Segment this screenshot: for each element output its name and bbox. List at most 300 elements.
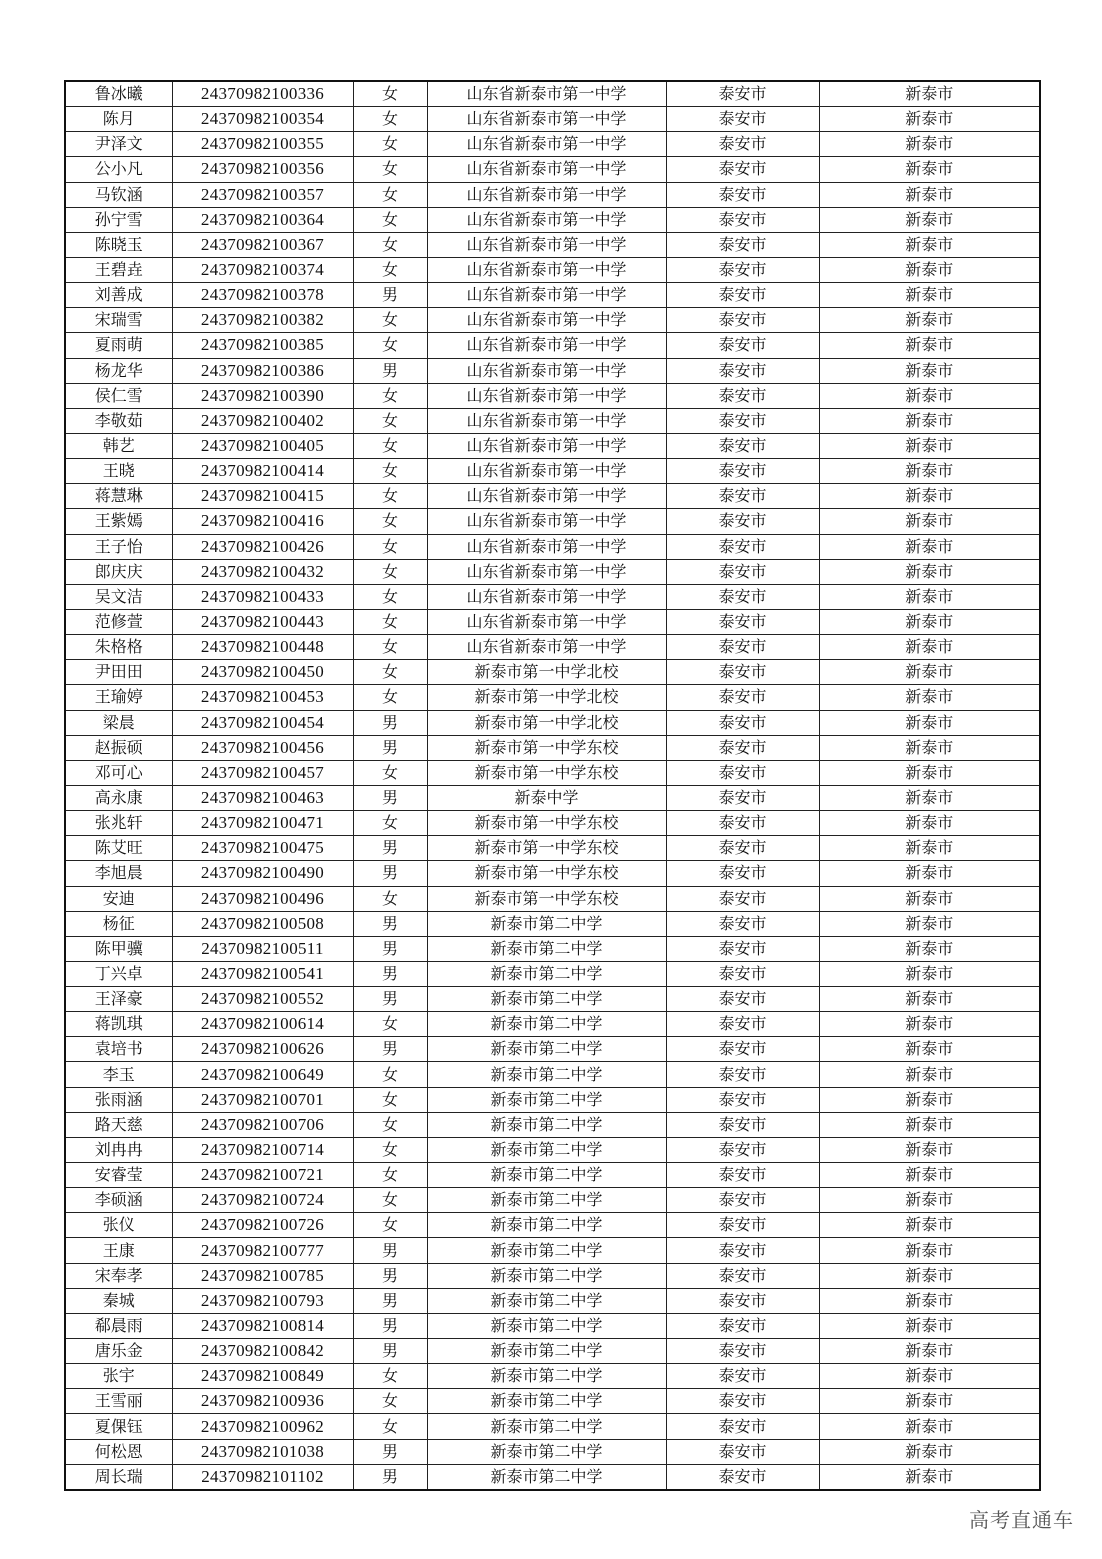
table-row (65, 232, 1040, 257)
student-name-cell: 郎庆庆 (65, 559, 172, 584)
table-row (65, 1213, 1040, 1238)
table-row (65, 559, 1040, 584)
table-row (65, 257, 1040, 282)
exam-id-cell: 24370982100508 (172, 911, 353, 936)
gender-cell: 女 (353, 81, 427, 107)
district-cell: 新泰市 (819, 961, 1040, 986)
exam-id-cell: 24370982100450 (172, 660, 353, 685)
exam-id-cell: 24370982100454 (172, 710, 353, 735)
exam-id-cell: 24370982100386 (172, 358, 353, 383)
exam-id-cell: 24370982101102 (172, 1464, 353, 1490)
school-cell: 新泰市第二中学 (427, 1163, 666, 1188)
school-cell: 新泰中学 (427, 785, 666, 810)
school-cell: 新泰市第一中学东校 (427, 760, 666, 785)
gender-cell: 女 (353, 509, 427, 534)
school-cell: 新泰市第一中学北校 (427, 710, 666, 735)
gender-cell: 女 (353, 257, 427, 282)
district-cell: 新泰市 (819, 107, 1040, 132)
school-cell: 山东省新泰市第一中学 (427, 207, 666, 232)
district-cell: 新泰市 (819, 157, 1040, 182)
gender-cell: 女 (353, 1389, 427, 1414)
table-row (65, 1364, 1040, 1389)
district-cell: 新泰市 (819, 1087, 1040, 1112)
gender-cell: 女 (353, 1414, 427, 1439)
city-cell: 泰安市 (666, 257, 819, 282)
table-row (65, 308, 1040, 333)
exam-id-cell: 24370982100414 (172, 459, 353, 484)
table-row (65, 157, 1040, 182)
table-row (65, 1313, 1040, 1338)
district-cell: 新泰市 (819, 182, 1040, 207)
table-row (65, 283, 1040, 308)
exam-id-cell: 24370982101038 (172, 1439, 353, 1464)
city-cell: 泰安市 (666, 811, 819, 836)
gender-cell: 女 (353, 232, 427, 257)
table-row (65, 785, 1040, 810)
student-name-cell: 吴文洁 (65, 584, 172, 609)
exam-id-cell: 24370982100552 (172, 987, 353, 1012)
district-cell: 新泰市 (819, 1238, 1040, 1263)
table-row (65, 1288, 1040, 1313)
student-name-cell: 高永康 (65, 785, 172, 810)
school-cell: 山东省新泰市第一中学 (427, 509, 666, 534)
exam-id-cell: 24370982100374 (172, 257, 353, 282)
school-cell: 山东省新泰市第一中学 (427, 383, 666, 408)
student-name-cell: 侯仁雪 (65, 383, 172, 408)
gender-cell: 男 (353, 710, 427, 735)
exam-id-cell: 24370982100382 (172, 308, 353, 333)
district-cell: 新泰市 (819, 1188, 1040, 1213)
gender-cell: 女 (353, 383, 427, 408)
school-cell: 新泰市第二中学 (427, 1414, 666, 1439)
table-row (65, 509, 1040, 534)
city-cell: 泰安市 (666, 358, 819, 383)
table-row (65, 1012, 1040, 1037)
student-name-cell: 王雪丽 (65, 1389, 172, 1414)
gender-cell: 男 (353, 785, 427, 810)
district-cell: 新泰市 (819, 861, 1040, 886)
exam-id-cell: 24370982100432 (172, 559, 353, 584)
table-row (65, 1464, 1040, 1490)
student-name-cell: 宋奉孝 (65, 1263, 172, 1288)
gender-cell: 女 (353, 1112, 427, 1137)
school-cell: 新泰市第二中学 (427, 1137, 666, 1162)
table-row (65, 760, 1040, 785)
city-cell: 泰安市 (666, 685, 819, 710)
district-cell: 新泰市 (819, 308, 1040, 333)
district-cell: 新泰市 (819, 936, 1040, 961)
student-name-cell: 邓可心 (65, 760, 172, 785)
school-cell: 山东省新泰市第一中学 (427, 107, 666, 132)
school-cell: 山东省新泰市第一中学 (427, 408, 666, 433)
exam-id-cell: 24370982100336 (172, 81, 353, 107)
district-cell: 新泰市 (819, 232, 1040, 257)
gender-cell: 女 (353, 433, 427, 458)
city-cell: 泰安市 (666, 1213, 819, 1238)
roster-table (64, 80, 1041, 1491)
table-row (65, 1062, 1040, 1087)
exam-id-cell: 24370982100706 (172, 1112, 353, 1137)
city-cell: 泰安市 (666, 1464, 819, 1490)
exam-id-cell: 24370982100364 (172, 207, 353, 232)
exam-id-cell: 24370982100378 (172, 283, 353, 308)
city-cell: 泰安市 (666, 232, 819, 257)
table-row (65, 861, 1040, 886)
table-row (65, 1163, 1040, 1188)
student-name-cell: 丁兴卓 (65, 961, 172, 986)
district-cell: 新泰市 (819, 1439, 1040, 1464)
district-cell: 新泰市 (819, 660, 1040, 685)
table-row (65, 735, 1040, 760)
table-row (65, 1087, 1040, 1112)
student-name-cell: 秦城 (65, 1288, 172, 1313)
exam-id-cell: 24370982100842 (172, 1339, 353, 1364)
table-row (65, 710, 1040, 735)
district-cell: 新泰市 (819, 358, 1040, 383)
table-row (65, 936, 1040, 961)
gender-cell: 女 (353, 484, 427, 509)
city-cell: 泰安市 (666, 283, 819, 308)
table-row (65, 333, 1040, 358)
district-cell: 新泰市 (819, 635, 1040, 660)
school-cell: 山东省新泰市第一中学 (427, 459, 666, 484)
table-row (65, 1439, 1040, 1464)
gender-cell: 女 (353, 107, 427, 132)
student-name-cell: 安睿莹 (65, 1163, 172, 1188)
district-cell: 新泰市 (819, 81, 1040, 107)
table-row (65, 811, 1040, 836)
gender-cell: 男 (353, 961, 427, 986)
exam-id-cell: 24370982100936 (172, 1389, 353, 1414)
school-cell: 山东省新泰市第一中学 (427, 182, 666, 207)
exam-id-cell: 24370982100626 (172, 1037, 353, 1062)
city-cell: 泰安市 (666, 1263, 819, 1288)
gender-cell: 女 (353, 559, 427, 584)
gender-cell: 女 (353, 333, 427, 358)
city-cell: 泰安市 (666, 333, 819, 358)
school-cell: 山东省新泰市第一中学 (427, 609, 666, 634)
gender-cell: 男 (353, 861, 427, 886)
school-cell: 新泰市第二中学 (427, 1062, 666, 1087)
school-cell: 新泰市第二中学 (427, 1288, 666, 1313)
table-row (65, 81, 1040, 107)
city-cell: 泰安市 (666, 609, 819, 634)
student-name-cell: 刘冉冉 (65, 1137, 172, 1162)
district-cell: 新泰市 (819, 811, 1040, 836)
exam-id-cell: 24370982100714 (172, 1137, 353, 1162)
district-cell: 新泰市 (819, 1012, 1040, 1037)
gender-cell: 女 (353, 1087, 427, 1112)
gender-cell: 男 (353, 936, 427, 961)
exam-id-cell: 24370982100541 (172, 961, 353, 986)
exam-id-cell: 24370982100402 (172, 408, 353, 433)
table-row (65, 1414, 1040, 1439)
city-cell: 泰安市 (666, 509, 819, 534)
gender-cell: 女 (353, 609, 427, 634)
district-cell: 新泰市 (819, 1213, 1040, 1238)
table-row (65, 1037, 1040, 1062)
table-row (65, 132, 1040, 157)
exam-id-cell: 24370982100726 (172, 1213, 353, 1238)
table-row (65, 1112, 1040, 1137)
district-cell: 新泰市 (819, 609, 1040, 634)
exam-id-cell: 24370982100448 (172, 635, 353, 660)
table-row (65, 484, 1040, 509)
city-cell: 泰安市 (666, 1137, 819, 1162)
student-name-cell: 王晓 (65, 459, 172, 484)
city-cell: 泰安市 (666, 1414, 819, 1439)
gender-cell: 女 (353, 459, 427, 484)
student-name-cell: 王瑜婷 (65, 685, 172, 710)
table-row (65, 1137, 1040, 1162)
gender-cell: 男 (353, 1313, 427, 1338)
exam-id-cell: 24370982100433 (172, 584, 353, 609)
student-name-cell: 蒋慧琳 (65, 484, 172, 509)
exam-id-cell: 24370982100390 (172, 383, 353, 408)
district-cell: 新泰市 (819, 987, 1040, 1012)
exam-id-cell: 24370982100443 (172, 609, 353, 634)
city-cell: 泰安市 (666, 1439, 819, 1464)
city-cell: 泰安市 (666, 785, 819, 810)
exam-id-cell: 24370982100496 (172, 886, 353, 911)
table-row (65, 1339, 1040, 1364)
table-row (65, 534, 1040, 559)
district-cell: 新泰市 (819, 1062, 1040, 1087)
student-name-cell: 周长瑞 (65, 1464, 172, 1490)
school-cell: 山东省新泰市第一中学 (427, 132, 666, 157)
district-cell: 新泰市 (819, 257, 1040, 282)
table-row (65, 1389, 1040, 1414)
city-cell: 泰安市 (666, 1062, 819, 1087)
city-cell: 泰安市 (666, 861, 819, 886)
student-name-cell: 尹田田 (65, 660, 172, 685)
district-cell: 新泰市 (819, 207, 1040, 232)
table-row (65, 836, 1040, 861)
exam-id-cell: 24370982100385 (172, 333, 353, 358)
district-cell: 新泰市 (819, 1288, 1040, 1313)
city-cell: 泰安市 (666, 635, 819, 660)
student-name-cell: 韩艺 (65, 433, 172, 458)
exam-id-cell: 24370982100463 (172, 785, 353, 810)
exam-id-cell: 24370982100724 (172, 1188, 353, 1213)
exam-id-cell: 24370982100415 (172, 484, 353, 509)
student-name-cell: 郗晨雨 (65, 1313, 172, 1338)
district-cell: 新泰市 (819, 1464, 1040, 1490)
school-cell: 山东省新泰市第一中学 (427, 635, 666, 660)
district-cell: 新泰市 (819, 283, 1040, 308)
school-cell: 山东省新泰市第一中学 (427, 484, 666, 509)
school-cell: 新泰市第一中学北校 (427, 685, 666, 710)
exam-id-cell: 24370982100471 (172, 811, 353, 836)
exam-id-cell: 24370982100475 (172, 836, 353, 861)
city-cell: 泰安市 (666, 107, 819, 132)
school-cell: 新泰市第二中学 (427, 936, 666, 961)
school-cell: 新泰市第二中学 (427, 1263, 666, 1288)
student-name-cell: 张雨涵 (65, 1087, 172, 1112)
student-name-cell: 王康 (65, 1238, 172, 1263)
city-cell: 泰安市 (666, 459, 819, 484)
table-row (65, 182, 1040, 207)
student-name-cell: 唐乐金 (65, 1339, 172, 1364)
gender-cell: 女 (353, 1364, 427, 1389)
city-cell: 泰安市 (666, 484, 819, 509)
exam-id-cell: 24370982100457 (172, 760, 353, 785)
table-row (65, 609, 1040, 634)
city-cell: 泰安市 (666, 961, 819, 986)
exam-id-cell: 24370982100785 (172, 1263, 353, 1288)
school-cell: 山东省新泰市第一中学 (427, 257, 666, 282)
district-cell: 新泰市 (819, 433, 1040, 458)
city-cell: 泰安市 (666, 735, 819, 760)
district-cell: 新泰市 (819, 1112, 1040, 1137)
gender-cell: 女 (353, 811, 427, 836)
student-name-cell: 李硕涵 (65, 1188, 172, 1213)
city-cell: 泰安市 (666, 1188, 819, 1213)
city-cell: 泰安市 (666, 1087, 819, 1112)
gender-cell: 男 (353, 1037, 427, 1062)
district-cell: 新泰市 (819, 484, 1040, 509)
school-cell: 山东省新泰市第一中学 (427, 283, 666, 308)
gender-cell: 女 (353, 660, 427, 685)
school-cell: 新泰市第二中学 (427, 911, 666, 936)
gender-cell: 女 (353, 1137, 427, 1162)
student-name-cell: 尹泽文 (65, 132, 172, 157)
table-row (65, 1263, 1040, 1288)
district-cell: 新泰市 (819, 1263, 1040, 1288)
student-name-cell: 袁培书 (65, 1037, 172, 1062)
student-name-cell: 陈月 (65, 107, 172, 132)
city-cell: 泰安市 (666, 1364, 819, 1389)
district-cell: 新泰市 (819, 459, 1040, 484)
district-cell: 新泰市 (819, 911, 1040, 936)
table-row (65, 635, 1040, 660)
city-cell: 泰安市 (666, 207, 819, 232)
school-cell: 山东省新泰市第一中学 (427, 232, 666, 257)
student-name-cell: 公小凡 (65, 157, 172, 182)
school-cell: 山东省新泰市第一中学 (427, 358, 666, 383)
student-name-cell: 何松恩 (65, 1439, 172, 1464)
exam-id-cell: 24370982100490 (172, 861, 353, 886)
school-cell: 新泰市第二中学 (427, 1439, 666, 1464)
city-cell: 泰安市 (666, 1163, 819, 1188)
district-cell: 新泰市 (819, 1364, 1040, 1389)
table-row (65, 459, 1040, 484)
student-name-cell: 李敬茹 (65, 408, 172, 433)
table-row (65, 1238, 1040, 1263)
city-cell: 泰安市 (666, 936, 819, 961)
table-row (65, 685, 1040, 710)
exam-id-cell: 24370982100355 (172, 132, 353, 157)
school-cell: 山东省新泰市第一中学 (427, 433, 666, 458)
table-row (65, 383, 1040, 408)
district-cell: 新泰市 (819, 1313, 1040, 1338)
exam-id-cell: 24370982100649 (172, 1062, 353, 1087)
table-row (65, 358, 1040, 383)
district-cell: 新泰市 (819, 1389, 1040, 1414)
school-cell: 新泰市第二中学 (427, 1012, 666, 1037)
table-row (65, 584, 1040, 609)
city-cell: 泰安市 (666, 710, 819, 735)
gender-cell: 男 (353, 1288, 427, 1313)
student-name-cell: 张宇 (65, 1364, 172, 1389)
city-cell: 泰安市 (666, 81, 819, 107)
school-cell: 新泰市第二中学 (427, 1313, 666, 1338)
city-cell: 泰安市 (666, 1012, 819, 1037)
gender-cell: 男 (353, 1339, 427, 1364)
school-cell: 山东省新泰市第一中学 (427, 333, 666, 358)
city-cell: 泰安市 (666, 660, 819, 685)
gender-cell: 男 (353, 987, 427, 1012)
table-row (65, 107, 1040, 132)
district-cell: 新泰市 (819, 559, 1040, 584)
exam-id-cell: 24370982100453 (172, 685, 353, 710)
school-cell: 新泰市第二中学 (427, 1464, 666, 1490)
city-cell: 泰安市 (666, 1389, 819, 1414)
table-row (65, 961, 1040, 986)
school-cell: 山东省新泰市第一中学 (427, 534, 666, 559)
exam-id-cell: 24370982100511 (172, 936, 353, 961)
city-cell: 泰安市 (666, 911, 819, 936)
school-cell: 新泰市第一中学东校 (427, 811, 666, 836)
city-cell: 泰安市 (666, 987, 819, 1012)
exam-id-cell: 24370982100721 (172, 1163, 353, 1188)
watermark-text: 高考直通车 (969, 1508, 1074, 1532)
city-cell: 泰安市 (666, 836, 819, 861)
city-cell: 泰安市 (666, 308, 819, 333)
district-cell: 新泰市 (819, 760, 1040, 785)
gender-cell: 女 (353, 408, 427, 433)
school-cell: 新泰市第一中学东校 (427, 836, 666, 861)
student-name-cell: 陈艾旺 (65, 836, 172, 861)
gender-cell: 男 (353, 735, 427, 760)
gender-cell: 女 (353, 1163, 427, 1188)
student-name-cell: 马钦涵 (65, 182, 172, 207)
city-cell: 泰安市 (666, 534, 819, 559)
student-name-cell: 王紫嫣 (65, 509, 172, 534)
student-name-cell: 赵振硕 (65, 735, 172, 760)
student-name-cell: 梁晨 (65, 710, 172, 735)
city-cell: 泰安市 (666, 1339, 819, 1364)
district-cell: 新泰市 (819, 836, 1040, 861)
student-name-cell: 王子怡 (65, 534, 172, 559)
school-cell: 新泰市第二中学 (427, 1238, 666, 1263)
exam-id-cell: 24370982100357 (172, 182, 353, 207)
city-cell: 泰安市 (666, 1313, 819, 1338)
student-name-cell: 杨龙华 (65, 358, 172, 383)
student-name-cell: 朱格格 (65, 635, 172, 660)
school-cell: 新泰市第二中学 (427, 1339, 666, 1364)
exam-id-cell: 24370982100356 (172, 157, 353, 182)
district-cell: 新泰市 (819, 710, 1040, 735)
student-name-cell: 王泽豪 (65, 987, 172, 1012)
exam-id-cell: 24370982100777 (172, 1238, 353, 1263)
city-cell: 泰安市 (666, 1238, 819, 1263)
school-cell: 新泰市第二中学 (427, 1112, 666, 1137)
table-row (65, 660, 1040, 685)
gender-cell: 女 (353, 308, 427, 333)
district-cell: 新泰市 (819, 584, 1040, 609)
city-cell: 泰安市 (666, 182, 819, 207)
gender-cell: 女 (353, 157, 427, 182)
gender-cell: 男 (353, 283, 427, 308)
gender-cell: 女 (353, 1012, 427, 1037)
district-cell: 新泰市 (819, 1414, 1040, 1439)
student-name-cell: 宋瑞雪 (65, 308, 172, 333)
school-cell: 新泰市第二中学 (427, 961, 666, 986)
exam-id-cell: 24370982100701 (172, 1087, 353, 1112)
gender-cell: 女 (353, 207, 427, 232)
school-cell: 山东省新泰市第一中学 (427, 81, 666, 107)
